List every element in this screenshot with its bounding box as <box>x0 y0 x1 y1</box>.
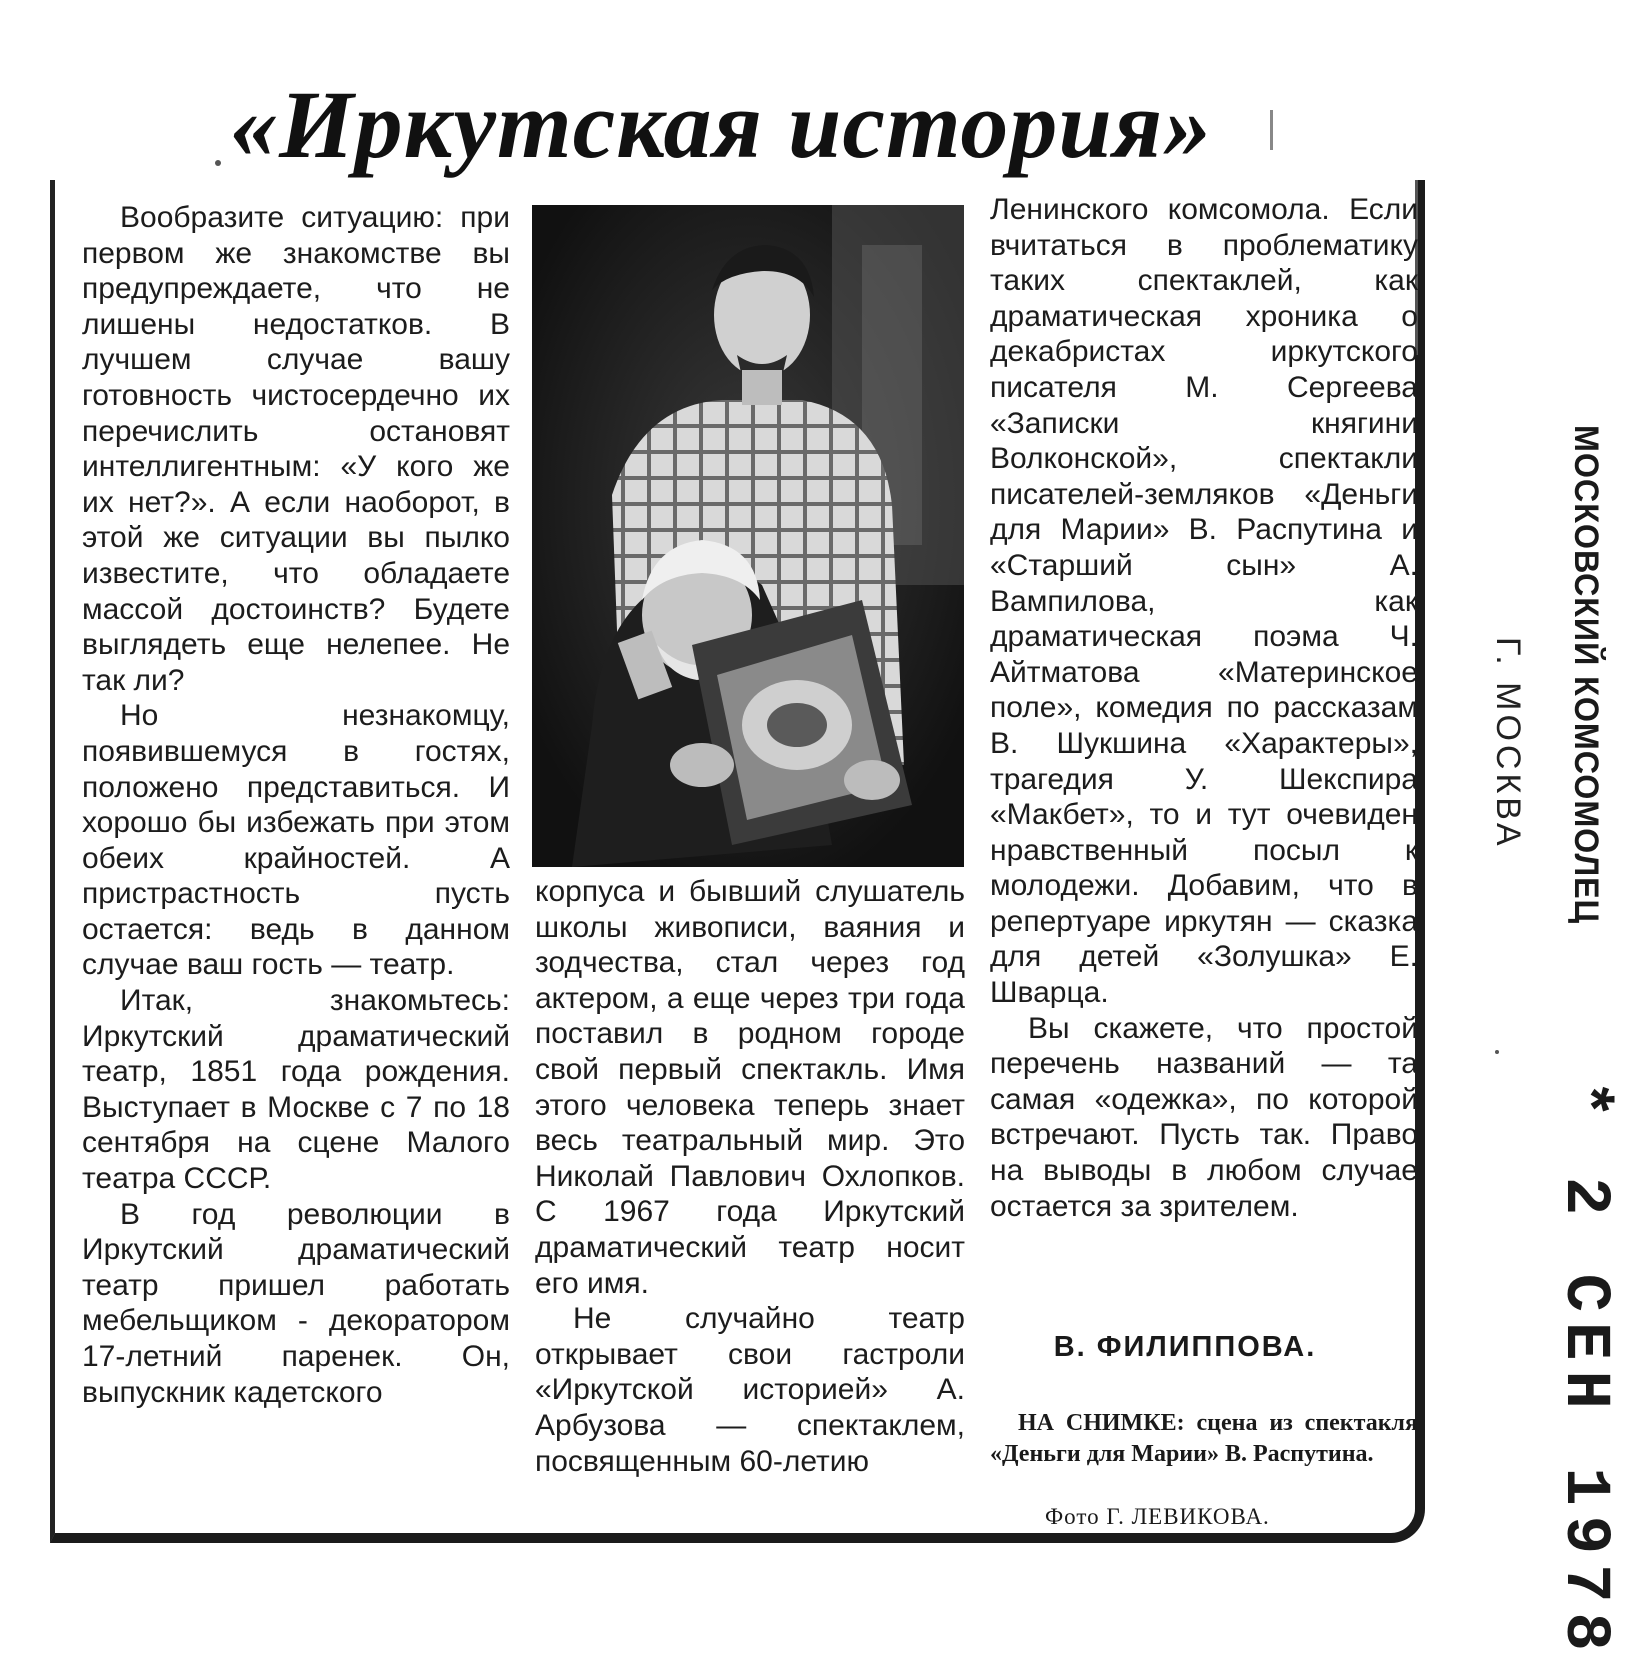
stamp-newspaper-name: МОСКОВСКИЙ КОМСОМОЛЕЦ <box>1567 425 1605 925</box>
article-column-1 <box>82 200 510 1410</box>
paragraph: Итак, знакомьтесь: Иркутский драматический театр, 1851 года рождения. Выступает в Москве с 7 по 18 сентября на сцене Малого театра СССР. <box>82 984 510 1196</box>
photo-credit: Фото Г. ЛЕВИКОВА. <box>1045 1504 1270 1529</box>
paragraph: Ленинского комсомола. Если вчитаться в проблематику таких спектаклей, как драматическая хроника о декабристах иркутского писателя М. Сергеева «Записки княгини Волконской», спектакли писателей-земляков «Деньги для Марии» В. Распутина и «Старший сын» А. Вампилова, как драматическая поэма Ч. Айтматова «Материнское поле», комедия по рассказам В. Шукшина «Характеры», трагедия У. Шекспира «Макбет», то и тут очевиден нравственный посыл к молодежи. Добавим, что в репертуаре иркутян — сказка для детей «Золушка» Е. Шварца. <box>990 193 1418 1010</box>
stamp-city: Г. МОСКВА <box>1489 637 1527 850</box>
paragraph: Вы скажете, что простой перечень названий — та самая «одежка», по которой встречают. Пусть так. Право на выводы в любом случае остается за зрителем. <box>990 1011 1418 1223</box>
article-headline: «Иркутская история» <box>230 71 1213 178</box>
photo-caption <box>990 1408 1418 1470</box>
paragraph: Но незнакомцу, появившемуся в гостях, положено представиться. И хорошо бы избежать при этом обеих крайностей. А пристрастность пусть остается: ведь в данном случае ваш гость — театр. <box>82 699 510 982</box>
stamp-date: * 2 СЕН 1978 <box>1548 1080 1620 1661</box>
paragraph: корпуса и бывший слушатель школы живописи, ваяния и зодчества, стал через год актером, а еще через три года поставил в родном городе свой первый спектакль. Имя этого человека теперь знает весь театральный мир. Это Николай Павлович Охлопков. С 1967 года Иркутский драматический театр носит его имя. <box>535 875 965 1300</box>
caption-text: НА СНИМКЕ: сцена из спектакля «Деньги для Марии» В. Распутина. <box>990 1410 1418 1467</box>
print-artifact <box>1270 110 1273 150</box>
paragraph: Вообразите ситуацию: при первом же знакомстве вы предупреждаете, что не лишены недостатков. В лучшем случае вашу готовность чистосердечно их перечислить остановят интеллигентным: «У кого же их нет?». А если наоборот, в этой же ситуации вы пылко известите, что обладаете массой достоинств? Будете выглядеть еще нелепее. Не так ли? <box>82 201 510 697</box>
author-signature: В. ФИЛИППОВА. <box>1053 1331 1317 1363</box>
article-photo <box>532 205 964 867</box>
print-artifact <box>215 160 221 166</box>
paragraph: Не случайно театр открывает свои гастроли «Иркутской историей» А. Арбузова — спектаклем, посвященным 60-летию <box>535 1302 965 1478</box>
article-column-3 <box>990 192 1418 1224</box>
paragraph: В год революции в Иркутский драматический театр пришел работать мебельщиком - декоратором 17-летний паренек. Он, выпускник кадетского <box>82 1197 510 1409</box>
print-artifact <box>1495 1050 1499 1054</box>
article-column-2 <box>535 874 965 1479</box>
archive-stamp <box>1445 425 1636 1661</box>
photo-scene-image <box>532 205 964 867</box>
